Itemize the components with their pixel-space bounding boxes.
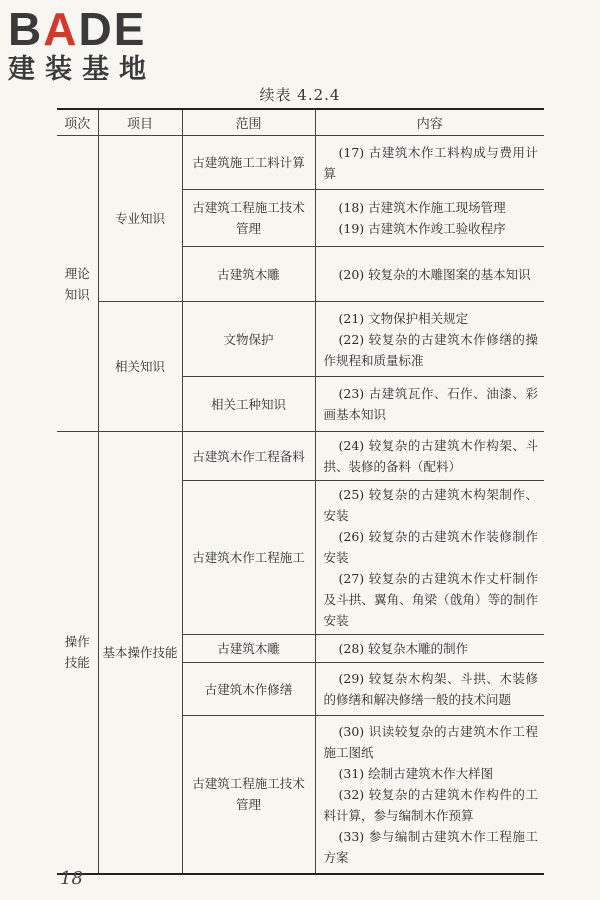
range-cell: 文物保护	[182, 302, 315, 377]
table-caption: 续表 4.2.4	[259, 86, 341, 104]
subcategory-basic-skills: 基本操作技能	[98, 432, 182, 874]
header-cell-content: 内容	[315, 109, 544, 136]
range-cell: 相关工种知识	[182, 377, 315, 432]
range-cell: 古建筑工程施工技术 管理	[182, 716, 315, 874]
logo-subtitle: 建装基地	[8, 54, 156, 85]
bade-logo	[8, 3, 188, 86]
content-cell: (21) 文物保护相关规定 (22) 较复杂的古建筑木作修缮的操作规程和质量标准	[315, 302, 544, 377]
content-cell: (17) 古建筑木作工料构成与费用计算	[315, 136, 544, 190]
range-cell: 古建筑木作修缮	[182, 663, 315, 716]
logo-wordmark: BADE	[8, 3, 147, 55]
content-cell: (24) 较复杂的古建筑木作构架、斗拱、装修的备料（配料）	[315, 432, 544, 481]
content-cell: (20) 较复杂的木雕图案的基本知识	[315, 247, 544, 302]
content-table	[57, 108, 544, 875]
range-cell: 古建筑木雕	[182, 247, 315, 302]
content-cell: (30) 识读较复杂的古建筑木作工程施工图纸 (31) 绘制古建筑木作大样图 (32) 较复杂的古建筑木作构件的工料计算，参与编制木作预算 (33) 参与编制古建筑木作工程施工方案	[315, 716, 544, 874]
range-cell: 古建筑木作工程备料	[182, 432, 315, 481]
content-cell: (25) 较复杂的古建筑木构架制作、安装 (26) 较复杂的古建筑木作装修制作安装 (27) 较复杂的古建筑木作丈杆制作及斗拱、翼角、角梁（戗角）等的制作安装	[315, 481, 544, 635]
range-cell: 古建筑木作工程施工	[182, 481, 315, 635]
table-row	[57, 432, 544, 481]
range-cell: 古建筑木雕	[182, 635, 315, 663]
header-cell-index: 项次	[57, 109, 98, 136]
content-cell: (18) 古建筑木作施工现场管理 (19) 古建筑木作竣工验收程序	[315, 190, 544, 247]
header-cell-item: 项目	[98, 109, 182, 136]
content-cell: (28) 较复杂木雕的制作	[315, 635, 544, 663]
table-row	[57, 302, 544, 377]
header-cell-scope: 范围	[182, 109, 315, 136]
range-cell: 古建筑施工工料计算	[182, 136, 315, 190]
table-row	[57, 136, 544, 190]
subcategory-professional: 专业知识	[98, 136, 182, 302]
header-row	[57, 109, 544, 136]
content-cell: (29) 较复杂木构架、斗拱、木装修的修缮和解决修缮一般的技术问题	[315, 663, 544, 716]
category-skills: 操作 技能	[57, 432, 98, 874]
subcategory-related: 相关知识	[98, 302, 182, 432]
page-number: 18	[60, 868, 83, 889]
range-cell: 古建筑工程施工技术 管理	[182, 190, 315, 247]
category-theory: 理论 知识	[57, 136, 98, 432]
content-cell: (23) 古建筑瓦作、石作、油漆、彩画基本知识	[315, 377, 544, 432]
